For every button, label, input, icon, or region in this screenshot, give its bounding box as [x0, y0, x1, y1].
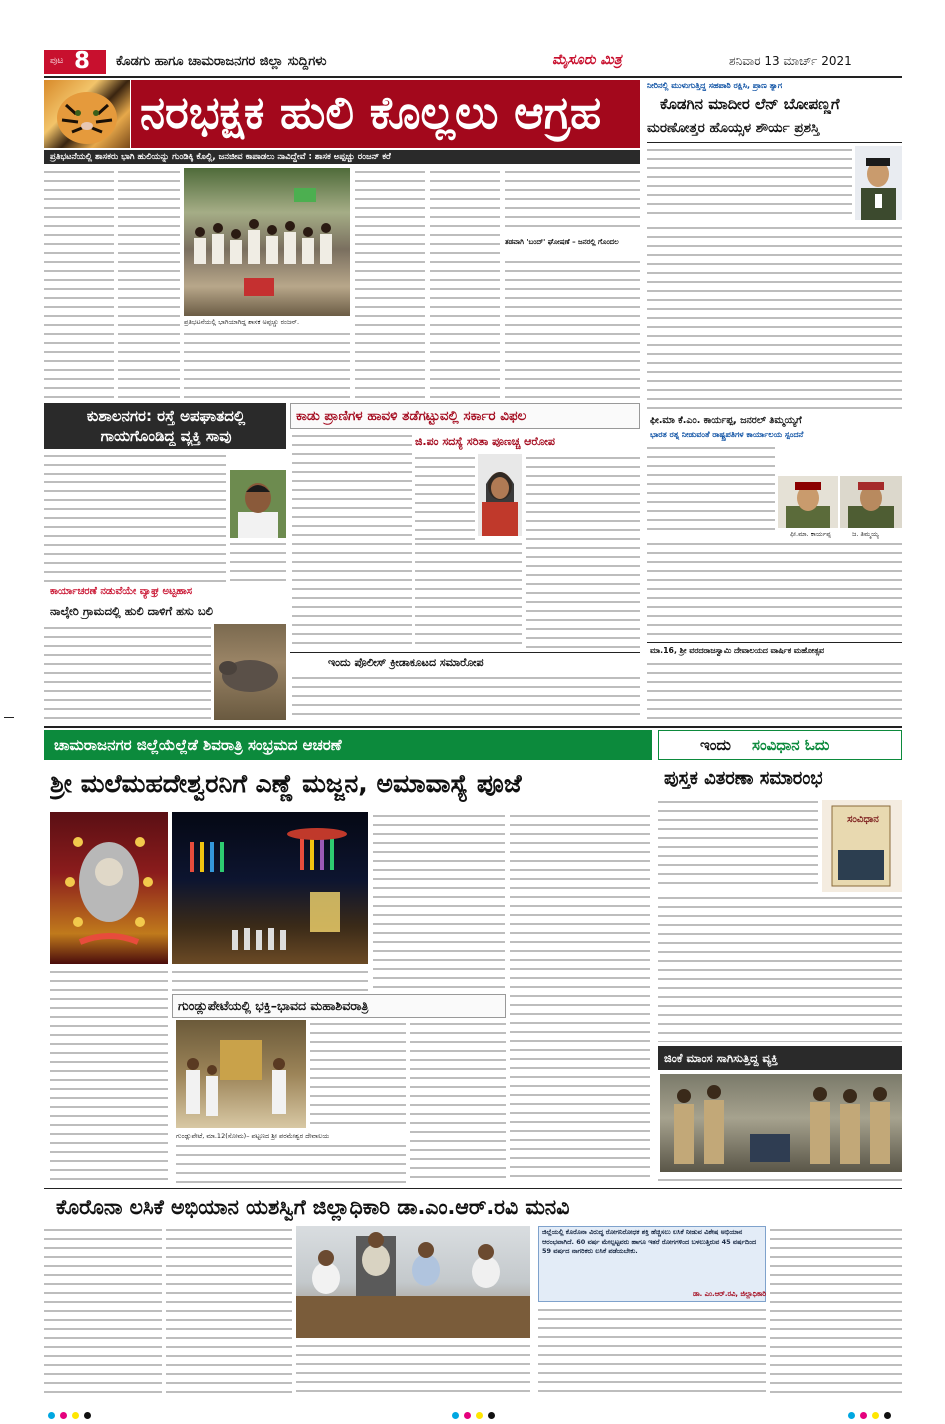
shivaratri-kicker: ಚಾಮರಾಜನಗರ ಜಿಲ್ಲೆಯೆಲ್ಲೆಡೆ ಶಿವರಾತ್ರಿ ಸಂಭ್ರಮದ ಆಚರಣೆ — [54, 736, 342, 754]
dead-cow-photo — [214, 624, 286, 720]
wildlife-headline: ಕಾಡು ಪ್ರಾಣಿಗಳ ಹಾವಳಿ ತಡೆಗಟ್ಟುವಲ್ಲಿ ಸರ್ಕಾರ ವಿಫಲ — [296, 408, 527, 424]
wildlife-body-4 — [415, 540, 522, 650]
bharat-ratna-subhead: ಭಾರತ ರತ್ನ ನೀಡುವಂತೆ ರಾಷ್ಟ್ರಪತಿಗಳ ಕಾರ್ಯಾಲಯ ಸ್ಪಂದನೆ — [650, 430, 804, 439]
rally-headline: ಮಾ.16, ಶ್ರೀ ವರದರಾಜಸ್ವಾಮಿ ದೇವಾಲಯದ ವಾರ್ಷಿಕ ಮಹೋತ್ಸವ — [650, 646, 825, 655]
wildlife-body-2 — [415, 454, 475, 548]
gundlupet-temple-photo — [176, 1020, 306, 1128]
vaccine-body-5 — [770, 1226, 902, 1394]
page-number-box — [44, 50, 106, 74]
lead-headline: ನರಭಕ್ಷಕ ಹುಲಿ ಕೊಲ್ಲಲು ಆಗ್ರಹ — [140, 86, 602, 139]
vaccine-body-4 — [538, 1306, 766, 1394]
thimayya-caption: ಜ. ತಿಮ್ಮಯ್ಯ — [852, 530, 879, 538]
tiger-attack-headline: ನಾಲ್ಕೇರಿ ಗ್ರಾಮದಲ್ಲಿ ಹುಲಿ ದಾಳಿಗೆ ಹಸು ಬಲಿ — [50, 604, 213, 618]
rally-rule — [647, 642, 902, 643]
tiger-photo — [44, 80, 130, 148]
police-body — [292, 674, 640, 722]
issue-date: ಶನಿವಾರ 13 ಮಾರ್ಚ್ 2021 — [729, 54, 852, 68]
lead-subsection-heading: ತಡವಾಗಿ 'ಬಂದ್' ಘೋಷಣೆ – ಜನರಲ್ಲಿ ಗೊಂದಲ — [505, 238, 619, 246]
award-body-1 — [647, 146, 852, 220]
wildlife-subhead: ಜಿ.ಪಂ ಸದಸ್ಯೆ ಸರಿತಾ ಪೂಣಚ್ಚ ಆರೋಪ — [415, 435, 555, 448]
award-kicker: ನೀರಿನಲ್ಲಿ ಮುಳುಗುತ್ತಿದ್ದ ಸಹಪಾಠಿ ರಕ್ಷಿಸಿ, ಪ್ರಾಣ ತ್ಯಾಗ — [647, 81, 783, 90]
accident-headline-1: ಕುಶಾಲನಗರ: ರಸ್ತೆ ಅಪಘಾತದಲ್ಲಿ — [86, 407, 246, 425]
award-headline-2: ಮರಣೋತ್ತರ ಹೊಯ್ಸಳ ಶೌರ್ಯ ಪ್ರಶಸ್ತಿ — [647, 120, 820, 136]
accident-body-2 — [44, 478, 226, 582]
vaccine-rule — [44, 1188, 902, 1189]
lead-body-col-1 — [44, 168, 114, 400]
cariappa-caption: ಫೀ.ಮಾ. ಕಾರ್ಯಪ್ಪ — [790, 530, 831, 538]
registration-marks-left — [48, 1404, 96, 1423]
bharat-ratna-body-1 — [647, 444, 775, 530]
cariappa-photo — [778, 476, 838, 528]
constitution-kicker-2: ಸಂವಿಧಾನ ಓದು — [752, 736, 830, 754]
gundlupet-body-2 — [410, 1020, 506, 1184]
wildlife-body-3 — [526, 454, 640, 650]
award-body-2 — [647, 224, 902, 412]
bharat-ratna-headline: ಫೀ.ಮಾ ಕೆ.ಎಂ. ಕಾರ್ಯಪ್ಪ, ಜನರಲ್ ತಿಮ್ಮಯ್ಯಗೆ — [650, 415, 802, 426]
lead-body-col-4 — [355, 168, 425, 400]
vaccine-meeting-photo — [296, 1226, 530, 1338]
masthead — [44, 50, 902, 74]
wildlife-body-1 — [292, 432, 412, 650]
gundlupet-headline: ಗುಂಡ್ಲುಪೇಟೆಯಲ್ಲಿ ಭಕ್ತಿ–ಭಾವದ ಮಹಾಶಿವರಾತ್ರಿ — [178, 998, 369, 1013]
paper-name: ಮೈಸೂರು ಮಿತ್ರ — [552, 52, 622, 68]
award-rule — [647, 142, 902, 143]
bharat-ratna-body-2 — [647, 540, 902, 640]
lead-body-col-2 — [118, 168, 180, 400]
police-rule — [290, 652, 640, 653]
vaccine-quote: ಜಿಲ್ಲೆಯಲ್ಲಿ ಕೊರೊನಾ ವಿರುದ್ಧ ರೋಗನಿರೋಧಕ ಶಕ್ತಿ ಹೆಚ್ಚಿಸಲು ಲಸಿಕೆ ನೀಡುವ ವಿಶೇಷ ಅಭಿಯಾನ ಆರಂಭವಾಗಿದೆ. 60 ವರ್ಷ ಮೇಲ್ಪಟ್ಟವರು ಹಾಗೂ ಇತರೆ ರೋಗಗಳಿಂದ ಬಳಲುತ್ತಿರುವ 45 ವರ್ಷದಿಂದ 59 ವರ್ಷದ ನಾಗರಿಕರು ಲಸಿಕೆ ಪಡೆಯಬೇಕು. — [542, 1228, 757, 1255]
tiger-attack-body — [44, 624, 211, 720]
rally-body — [647, 660, 902, 722]
gundlupet-body-1 — [310, 1020, 406, 1128]
protest-photo — [184, 168, 350, 316]
deer-arrest-photo — [660, 1074, 902, 1172]
constitution-book-photo — [822, 800, 902, 892]
lead-body-col-5 — [430, 168, 500, 400]
lead-body-col-6 — [505, 168, 640, 234]
book-title: ಸಂವಿಧಾನ — [847, 814, 879, 825]
vaccine-body-2 — [166, 1226, 292, 1394]
vaccine-headline: ಕೊರೊನಾ ಲಸಿಕೆ ಅಭಿಯಾನ ಯಶಸ್ವಿಗೆ ಜಿಲ್ಲಾಧಿಕಾರಿ ಡಾ.ಎಂ.ಆರ್.ರವಿ ಮನವಿ — [56, 1195, 570, 1219]
lead-subhead: ಪ್ರತಿಭಟನೆಯಲ್ಲಿ ಶಾಸಕರು ಭಾಗಿ ಹುಲಿಯನ್ನು ಗುಂಡಿಕ್ಕಿ ಕೊಲ್ಲಿ, ಜನಜೀವ ಕಾಪಾಡಲು ನಾವಿದ್ದೇವೆ : ಶಾಸಕ ಅಪ್ಪಚ್ಚು ರಂಜನ್ ಕರೆ — [44, 150, 640, 164]
page-label: ಪುಟ — [50, 56, 64, 66]
lenn-bopanna-photo — [855, 146, 902, 220]
gundlupet-caption: ಗುಂಡ್ಲುಪೇಟೆ, ಮಾ.12(ಸೋಮ)– ಪಟ್ಟಣದ ಶ್ರೀ ಪರಮೇಶ್ವರ ದೇವಾಲಯ — [176, 1132, 330, 1140]
shivaratri-body-3 — [373, 812, 505, 992]
crop-mark — [4, 717, 14, 718]
police-headline: ಇಂದು ಪೊಲೀಸ್ ಕ್ರೀಡಾಕೂಟದ ಸಮಾರೋಪ — [328, 656, 484, 669]
section-title: ಕೊಡಗು ಹಾಗೂ ಚಾಮರಾಜನಗರ ಜಿಲ್ಲಾ ಸುದ್ದಿಗಳು — [116, 54, 327, 69]
deer-headline: ಜಿಂಕೆ ಮಾಂಸ ಸಾಗಿಸುತ್ತಿದ್ದ ವ್ಯಕ್ತಿ — [664, 1051, 778, 1065]
constitution-body-2 — [658, 894, 902, 1042]
section-divider — [44, 726, 902, 728]
constitution-body-1 — [658, 798, 818, 890]
lead-body-col-7 — [505, 258, 640, 400]
accident-body-1 — [44, 452, 226, 478]
deity-photo — [50, 812, 168, 964]
constitution-headline: ಪುಸ್ತಕ ವಿತರಣಾ ಸಮಾರಂಭ — [664, 768, 823, 789]
shivaratri-body-2 — [172, 968, 368, 992]
page-number: 8 — [74, 48, 91, 74]
award-headline-1: ಕೊಡಗಿನ ಮಾದೀರ ಲೆನ್‍ ಬೋಪಣ್ಣಗೆ — [660, 95, 840, 113]
shivaratri-body-1 — [50, 968, 168, 1184]
constitution-kicker-1: ಇಂದು — [700, 736, 731, 754]
thimayya-photo — [840, 476, 902, 528]
vaccine-body-1 — [44, 1226, 162, 1394]
accident-body-3 — [230, 540, 286, 582]
deer-body — [658, 1176, 902, 1184]
tiger-face-icon — [44, 80, 130, 148]
vaccine-body-3 — [296, 1342, 530, 1394]
registration-marks-center — [452, 1404, 500, 1423]
temple-night-photo — [172, 812, 368, 964]
gundlupet-body-3 — [176, 1142, 406, 1184]
registration-marks-right — [848, 1404, 896, 1423]
tiger-attack-kicker: ಕಾರ್ಯಾಚರಣೆ ನಡುವೆಯೇ ವ್ಯಾಘ್ರ ಅಟ್ಟಹಾಸ — [50, 586, 193, 597]
shivaratri-body-4 — [510, 812, 650, 1184]
accident-victim-photo — [230, 470, 286, 538]
accident-headline-2: ಗಾಯಗೊಂಡಿದ್ದ ವ್ಯಕ್ತಿ ಸಾವು — [100, 427, 232, 445]
shivaratri-headline: ಶ್ರೀ ಮಲೆಮಹದೇಶ್ವರನಿಗೆ ಎಣ್ಣೆ ಮಜ್ಜನ, ಅಮಾವಾಸ್ಯೆ ಪೂಜೆ — [50, 769, 522, 798]
protest-caption: ಪ್ರತಿಭಟನೆಯಲ್ಲಿ ಭಾಗಿಯಾಗಿದ್ದ ಶಾಸಕ ಅಪ್ಪಚ್ಚು ರಂಜನ್. — [184, 318, 300, 326]
masthead-rule — [44, 76, 902, 78]
lead-body-col-3 — [184, 330, 350, 400]
vaccine-quote-author: ಡಾ. ಎಂ.ಆರ್.ರವಿ, ಜಿಲ್ಲಾಧಿಕಾರಿ — [692, 1290, 766, 1298]
saritha-poonacha-photo — [478, 454, 522, 536]
